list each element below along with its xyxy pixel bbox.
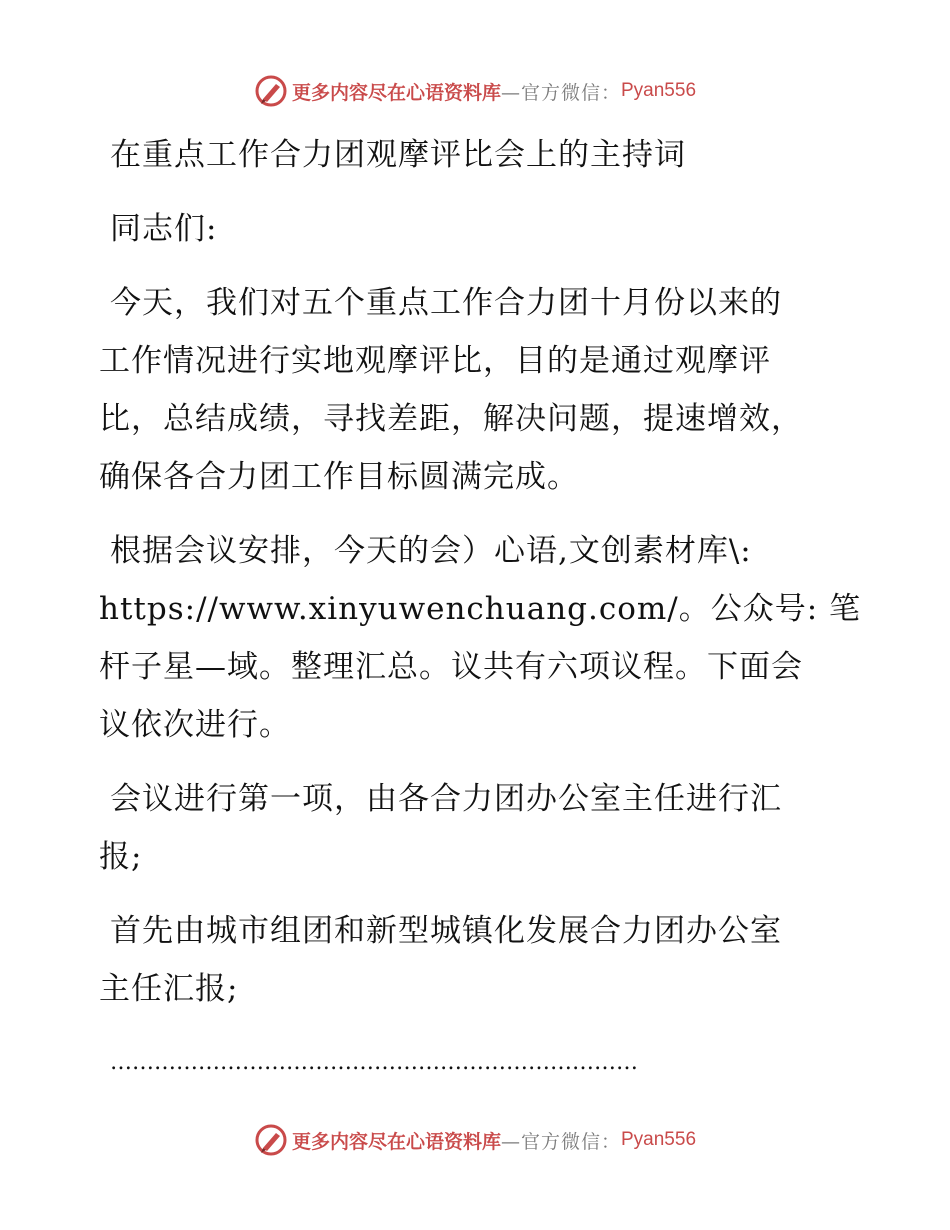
footer-watermark bbox=[0, 1122, 950, 1158]
paragraph-line: 比，总结成绩，寻找差距，解决问题，提速增效， bbox=[99, 401, 803, 437]
paragraph-line: 确保各合力团工作目标圆满完成。 bbox=[99, 459, 579, 495]
paragraph-line: 今天，我们对五个重点工作合力团十月份以来的 bbox=[110, 285, 782, 321]
ellipsis-line: ……………………………………………………………… bbox=[110, 1050, 638, 1075]
contact-label: —官方微信： bbox=[500, 1130, 621, 1153]
pen-logo-icon bbox=[254, 1123, 288, 1157]
paragraph-line: 根据会议安排，今天的会）心语,文创素材库\: bbox=[110, 533, 752, 569]
salutation: 同志们: bbox=[110, 211, 218, 247]
header-watermark bbox=[0, 73, 950, 109]
site-name: 更多内容尽在心语资料库 bbox=[291, 81, 501, 104]
paragraph-line: 工作情况进行实地观摩评比，目的是通过观摩评 bbox=[99, 343, 771, 379]
paragraph-line: 杆子星—域。整理汇总。议共有六项议程。下面会 bbox=[99, 649, 803, 685]
paragraph-3 bbox=[99, 770, 859, 886]
paragraph-line: https://www.xinyuwenchuang.com/。公众号: 笔 bbox=[99, 591, 862, 627]
document-title: 在重点工作合力团观摩评比会上的主持词 bbox=[110, 137, 686, 173]
paragraph-line: 报; bbox=[99, 839, 143, 875]
paragraph-line: 主任汇报; bbox=[99, 971, 239, 1007]
document-body bbox=[99, 126, 862, 1092]
site-name: 更多内容尽在心语资料库 bbox=[291, 1130, 501, 1153]
paragraph-2 bbox=[99, 522, 862, 754]
paragraph-line: 会议进行第一项，由各合力团办公室主任进行汇 bbox=[110, 781, 782, 817]
wechat-account: Pyan556 bbox=[621, 80, 697, 101]
wechat-account: Pyan556 bbox=[621, 1129, 697, 1150]
pen-logo-icon bbox=[254, 74, 288, 108]
contact-label: —官方微信： bbox=[500, 81, 621, 104]
paragraph-1 bbox=[99, 274, 859, 506]
paragraph-line: 首先由城市组团和新型城镇化发展合力团办公室 bbox=[110, 913, 782, 949]
paragraph-line: 议依次进行。 bbox=[99, 707, 291, 743]
paragraph-4 bbox=[99, 902, 859, 1018]
